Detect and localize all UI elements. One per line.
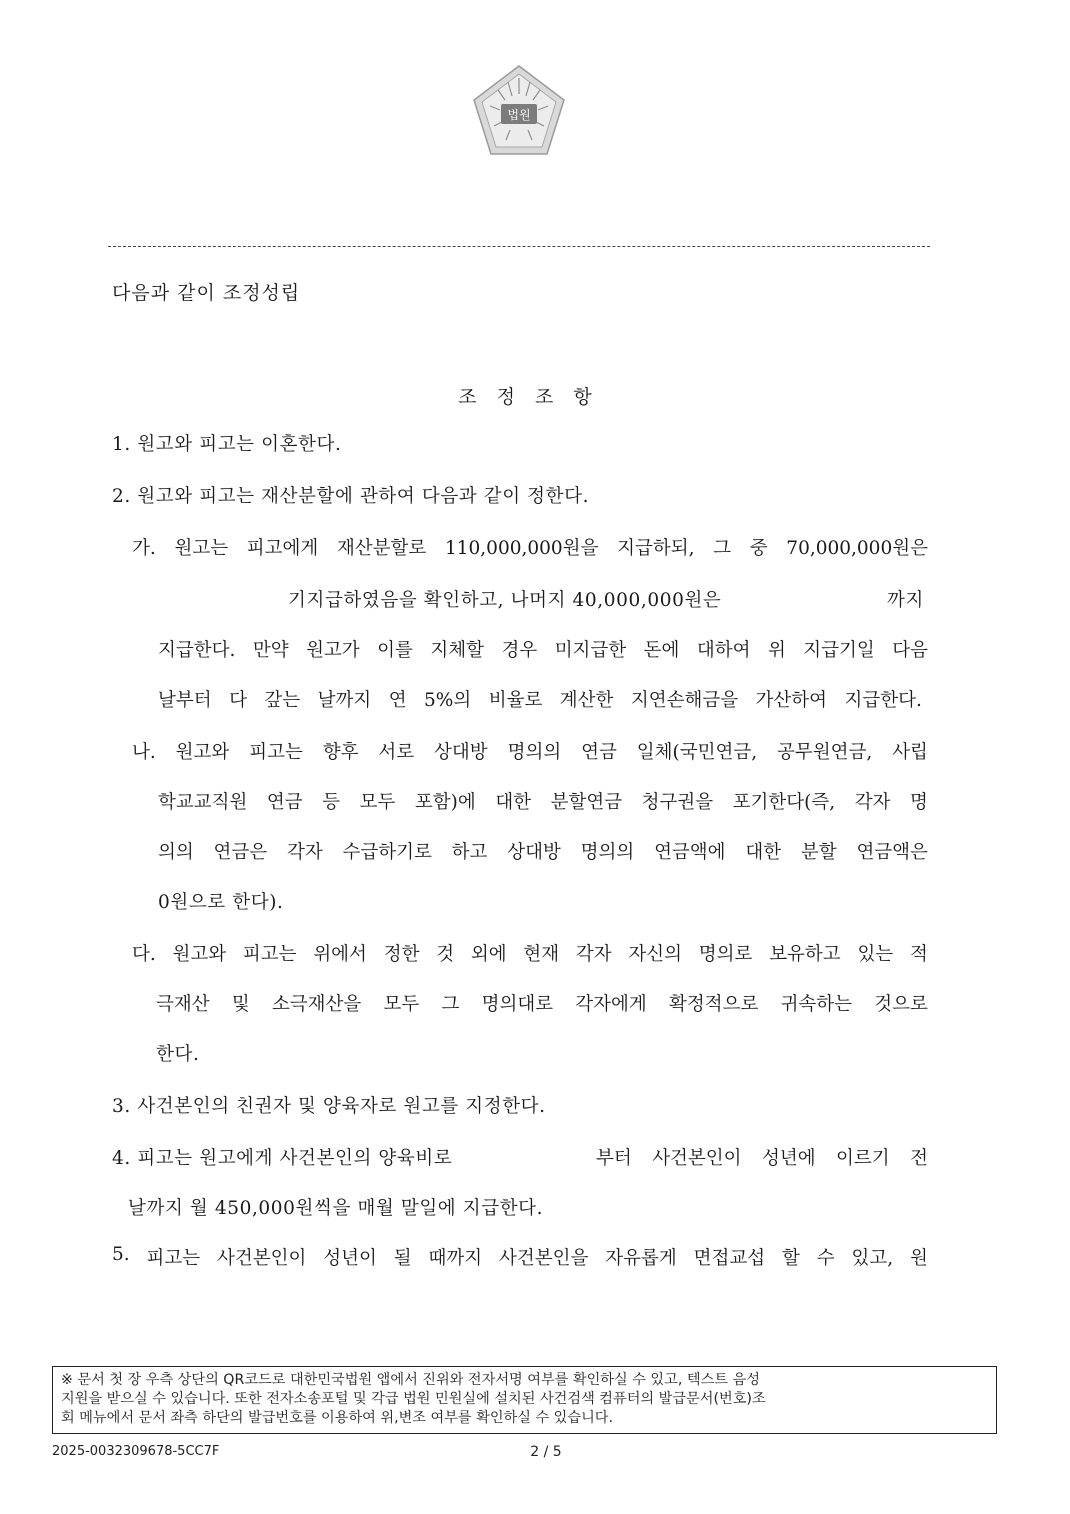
word: 소극재산을 xyxy=(271,994,362,1015)
word: 돈에 xyxy=(643,640,680,661)
issue-number: 2025-0032309678-5CC7F xyxy=(52,1444,220,1459)
word: 그 xyxy=(713,538,732,559)
word: 하고 xyxy=(451,842,488,863)
word: 있고, xyxy=(851,1248,894,1269)
word: 지급한다. xyxy=(844,690,922,711)
word: 현재 xyxy=(523,944,560,965)
word: 적 xyxy=(909,944,928,965)
word: 수 xyxy=(816,1248,835,1269)
clause-2c-line-1 xyxy=(132,940,928,966)
word: 극재산 xyxy=(156,994,210,1015)
word: 날부터 xyxy=(158,690,212,711)
clause-2c-line-2 xyxy=(156,990,928,1016)
word: 명의대로 xyxy=(481,994,554,1015)
word: 자신의 xyxy=(628,944,683,965)
word: 이르기 xyxy=(836,1148,890,1169)
word: 확정적으로 xyxy=(668,994,759,1015)
word: 위 xyxy=(767,640,786,661)
word: 각자에게 xyxy=(575,994,647,1015)
word: 연금액은 xyxy=(856,842,928,863)
word: 가. xyxy=(132,538,156,559)
word: 5%의 xyxy=(424,690,472,711)
word: 포기한다(즉, xyxy=(732,792,836,813)
word: 청구권을 xyxy=(641,792,714,813)
word: 면접교섭 xyxy=(693,1248,766,1269)
clause-3: 3. 사건본인의 친권자 및 양육자로 원고를 지정한다. xyxy=(112,1096,546,1117)
word: 학교교직원 xyxy=(158,792,248,813)
word: 지급한다. xyxy=(158,640,236,661)
clause-1: 1. 원고와 피고는 이혼한다. xyxy=(112,434,342,455)
clause-5-line-1 xyxy=(112,1244,928,1270)
word: 대한 xyxy=(745,842,782,863)
word: 포함)에 xyxy=(414,792,476,813)
word: 상대방 xyxy=(434,742,488,763)
word: 각자 xyxy=(575,944,612,965)
word: 의의 xyxy=(158,842,194,863)
notice-line-3: 회 메뉴에서 문서 좌측 하단의 발급번호를 이용하여 위,변조 여부를 확인하실 수 있습니다. xyxy=(61,1410,614,1426)
word: 피고에게 xyxy=(246,538,319,559)
word: 각자 xyxy=(286,842,323,863)
clause-2: 2. 원고와 피고는 재산분할에 관하여 다음과 같이 정한다. xyxy=(112,486,590,507)
word: 것으로 xyxy=(874,994,928,1015)
word: 명의의 xyxy=(507,742,562,763)
word: 사건본인이 xyxy=(217,1248,307,1269)
word: 연 xyxy=(388,690,407,711)
word: 전 xyxy=(910,1148,928,1169)
notice-line-1: ※ 문서 첫 장 우측 상단의 QR코드로 대한민국법원 앱에서 진위와 전자서명 여부를 확인하실 수 있고, 텍스트 음성 xyxy=(61,1372,760,1388)
word: 110,000,000원을 xyxy=(444,538,599,559)
word: 분할연금 xyxy=(550,792,623,813)
clause-2c-line-3: 한다. xyxy=(156,1044,200,1065)
word: 연금은 xyxy=(213,842,268,863)
word: 사건본인이 xyxy=(652,1148,742,1169)
word: 명의로 xyxy=(698,944,753,965)
word: 피고는 xyxy=(249,742,303,763)
word: 명 xyxy=(909,792,928,813)
word: 날까지 xyxy=(317,690,372,711)
word: 미지급한 xyxy=(554,640,627,661)
word: 각자 xyxy=(854,792,891,813)
word: 상대방 xyxy=(507,842,561,863)
word: 재산분할로 xyxy=(336,538,427,559)
word: 것 xyxy=(436,944,455,965)
word: 피고는 xyxy=(146,1248,201,1269)
section-heading: 조정조항 xyxy=(458,386,612,408)
verification-notice-box xyxy=(52,1366,997,1434)
dashed-divider xyxy=(108,246,930,247)
intro-text: 다음과 같이 조정성립 xyxy=(112,282,301,304)
clause-4-line-1-part-1: 4. 피고는 원고에게 사건본인의 양육비로 xyxy=(112,1148,453,1169)
word: 수급하기로 xyxy=(342,842,432,863)
word: 연금 xyxy=(266,792,303,813)
word: 자유롭게 xyxy=(605,1248,677,1269)
word: 연금 xyxy=(581,742,617,763)
clause-2b-line-4: 0원으로 한다). xyxy=(158,892,284,913)
word: 부터 xyxy=(596,1148,632,1169)
word: 위에서 xyxy=(313,944,367,965)
word: 및 xyxy=(231,994,250,1015)
clause-2b-line-3 xyxy=(158,838,928,864)
word: 때까지 xyxy=(428,1248,483,1269)
word: 원고가 xyxy=(306,640,360,661)
word: 다 xyxy=(229,690,247,711)
word: 성년이 xyxy=(323,1248,377,1269)
word: 향후 xyxy=(322,742,359,763)
notice-line-2: 지원을 받으실 수 있습니다. 또한 전자소송포털 및 각급 법원 민원실에 설치된 사건검색 컴퓨터의 발급문서(번호)조 xyxy=(61,1391,766,1407)
word: 있는 xyxy=(857,944,894,965)
word: 계산한 xyxy=(559,690,614,711)
word: 만약 xyxy=(252,640,289,661)
word: 외에 xyxy=(470,944,507,965)
page-number: 2 / 5 xyxy=(530,1444,562,1460)
word: 명의의 xyxy=(580,842,635,863)
word: 일체(국민연금, xyxy=(636,742,758,763)
clause-2a-line-3 xyxy=(158,636,928,662)
seal-text: 법원 xyxy=(507,108,531,122)
word: 사건본인을 xyxy=(499,1248,589,1269)
word: 중 xyxy=(749,538,768,559)
word: 70,000,000원은 xyxy=(786,538,928,559)
word: 지체할 xyxy=(430,640,484,661)
word: 5. xyxy=(112,1244,130,1265)
word: 피고는 xyxy=(242,944,297,965)
word: 될 xyxy=(393,1248,412,1269)
word: 원고는 xyxy=(174,538,229,559)
word: 모두 xyxy=(383,994,420,1015)
word: 사립 xyxy=(892,742,928,763)
word: 지급하되, xyxy=(617,538,695,559)
word: 나. xyxy=(132,742,156,763)
clause-2b-line-2 xyxy=(158,788,928,814)
word: 지급기일 xyxy=(803,640,875,661)
clause-2a-line-4 xyxy=(158,686,922,712)
word: 대하여 xyxy=(696,640,751,661)
clause-2a-line-2-part-1: 기지급하였음을 확인하고, 나머지 40,000,000원은 xyxy=(288,590,722,611)
word: 서로 xyxy=(378,742,415,763)
word: 가산하여 xyxy=(755,690,828,711)
word: 분할 xyxy=(800,842,837,863)
clause-4-line-1-part-2 xyxy=(596,1144,928,1170)
word: 보유하고 xyxy=(769,944,841,965)
word: 모두 xyxy=(359,792,396,813)
word: 공무원연금, xyxy=(777,742,873,763)
word: 그 xyxy=(441,994,460,1015)
clause-4-line-2: 날까지 월 450,000원씩을 매월 말일에 지급한다. xyxy=(128,1198,544,1219)
word: 경우 xyxy=(501,640,538,661)
word: 원 xyxy=(909,1248,928,1269)
clause-2a-line-2-part-2: 까지 xyxy=(887,590,924,611)
word: 이를 xyxy=(377,640,413,661)
court-seal-emblem xyxy=(470,64,568,160)
word: 원고와 xyxy=(172,944,227,965)
word: 귀속하는 xyxy=(780,994,853,1015)
word: 갚는 xyxy=(264,690,301,711)
word: 정한 xyxy=(383,944,420,965)
word: 비율로 xyxy=(488,690,543,711)
word: 등 xyxy=(322,792,341,813)
clause-2a-line-1 xyxy=(132,534,928,560)
clause-2b-line-1 xyxy=(132,738,928,764)
word: 대한 xyxy=(495,792,532,813)
word: 다. xyxy=(132,944,156,965)
word: 지연손해금을 xyxy=(630,690,739,711)
word: 다음 xyxy=(892,640,928,661)
word: 성년에 xyxy=(761,1148,816,1169)
word: 할 xyxy=(781,1248,800,1269)
word: 원고와 xyxy=(175,742,230,763)
word: 연금액에 xyxy=(654,842,726,863)
